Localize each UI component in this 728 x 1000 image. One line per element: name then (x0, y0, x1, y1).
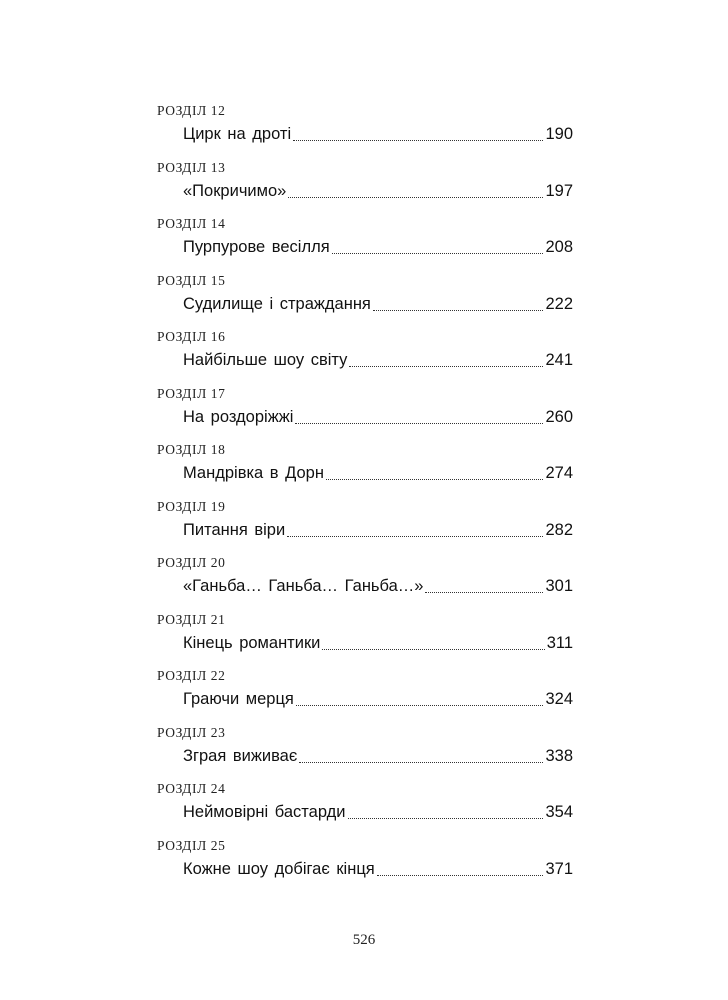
toc-entry (157, 836, 573, 893)
chapter-title: Питання віри (183, 520, 286, 539)
dot-leader (326, 479, 543, 480)
toc-entry (157, 779, 573, 836)
chapter-title: Цирк на дроті (183, 125, 292, 143)
dot-leader (377, 875, 544, 876)
dot-leader (295, 423, 543, 424)
chapter-label: РОЗДІЛ 24 (157, 781, 226, 796)
dot-leader (332, 253, 544, 254)
chapter-title: «Ганьба… Ганьба… Ганьба…» (183, 577, 424, 595)
chapter-title: Граючи мерця (183, 690, 294, 708)
toc-line (183, 178, 573, 204)
chapter-title: Неймовірні бастарди (183, 803, 346, 821)
chapter-label: РОЗДІЛ 18 (157, 442, 226, 457)
chapter-title: Зграя виживає (183, 746, 298, 765)
page-number: 197 (545, 181, 573, 200)
toc-entry (157, 497, 573, 554)
dot-leader (322, 649, 544, 650)
dot-leader (288, 197, 543, 198)
toc-line (183, 347, 573, 373)
page-folio: 526 (352, 932, 376, 948)
toc-line (183, 630, 573, 656)
dot-leader (349, 366, 543, 367)
toc-line (183, 460, 573, 486)
toc-line (183, 686, 573, 712)
toc-entry (157, 666, 573, 723)
page-number: 282 (545, 520, 573, 539)
page-number: 222 (545, 294, 573, 313)
page-number: 274 (545, 464, 573, 482)
chapter-label: РОЗДІЛ 12 (157, 103, 226, 118)
toc-line (183, 856, 573, 882)
chapter-label: РОЗДІЛ 23 (157, 724, 226, 740)
toc-entry (157, 271, 573, 328)
chapter-title: На роздоріжжі (183, 407, 294, 426)
chapter-label: РОЗДІЛ 25 (157, 837, 226, 853)
page-number: 311 (546, 633, 573, 652)
toc-entry (157, 214, 573, 271)
page-number: 241 (545, 351, 573, 369)
toc-entry (157, 440, 573, 497)
page-number: 354 (545, 803, 573, 821)
page-number: 324 (545, 690, 573, 708)
dot-leader (425, 592, 543, 593)
chapter-title: Кожне шоу добігає кінця (183, 859, 375, 878)
chapter-label: РОЗДІЛ 20 (157, 555, 226, 570)
page-number: 208 (545, 238, 573, 256)
toc-line (183, 799, 573, 825)
dot-leader (287, 536, 543, 537)
dot-leader (348, 818, 544, 819)
chapter-title: Мандрівка в Дорн (183, 464, 324, 482)
toc-entry (157, 723, 573, 780)
toc-entry (157, 327, 573, 384)
chapter-label: РОЗДІЛ 17 (157, 385, 226, 401)
toc-entry (157, 384, 573, 441)
page-number: 371 (545, 859, 573, 878)
chapter-label: РОЗДІЛ 19 (157, 498, 226, 514)
toc-entry (157, 553, 573, 610)
toc-line (183, 291, 573, 317)
chapter-label: РОЗДІЛ 16 (157, 329, 226, 344)
table-of-contents (157, 101, 573, 892)
toc-line (183, 743, 573, 769)
chapter-title: «Покричимо» (183, 181, 287, 200)
toc-line (183, 234, 573, 260)
toc-entry (157, 101, 573, 158)
dot-leader (373, 310, 544, 311)
dot-leader (293, 140, 543, 141)
chapter-label: РОЗДІЛ 13 (157, 159, 226, 175)
toc-entry (157, 610, 573, 667)
page-number: 260 (545, 407, 573, 426)
chapter-title: Пурпурове весілля (183, 238, 330, 256)
toc-entry (157, 158, 573, 215)
toc-line (183, 404, 573, 430)
chapter-label: РОЗДІЛ 15 (157, 272, 226, 288)
page-number: 338 (545, 746, 573, 765)
toc-line (183, 517, 573, 543)
chapter-label: РОЗДІЛ 14 (157, 216, 226, 231)
chapter-title: Кінець романтики (183, 633, 321, 652)
page-number: 301 (545, 577, 573, 595)
dot-leader (296, 705, 544, 706)
toc-line (183, 573, 573, 599)
chapter-label: РОЗДІЛ 22 (157, 668, 226, 683)
chapter-label: РОЗДІЛ 21 (157, 611, 226, 627)
chapter-title: Судилище і страждання (183, 294, 371, 313)
page-number: 190 (545, 125, 573, 143)
toc-line (183, 121, 573, 147)
chapter-title: Найбільше шоу світу (183, 351, 348, 369)
dot-leader (299, 762, 543, 763)
